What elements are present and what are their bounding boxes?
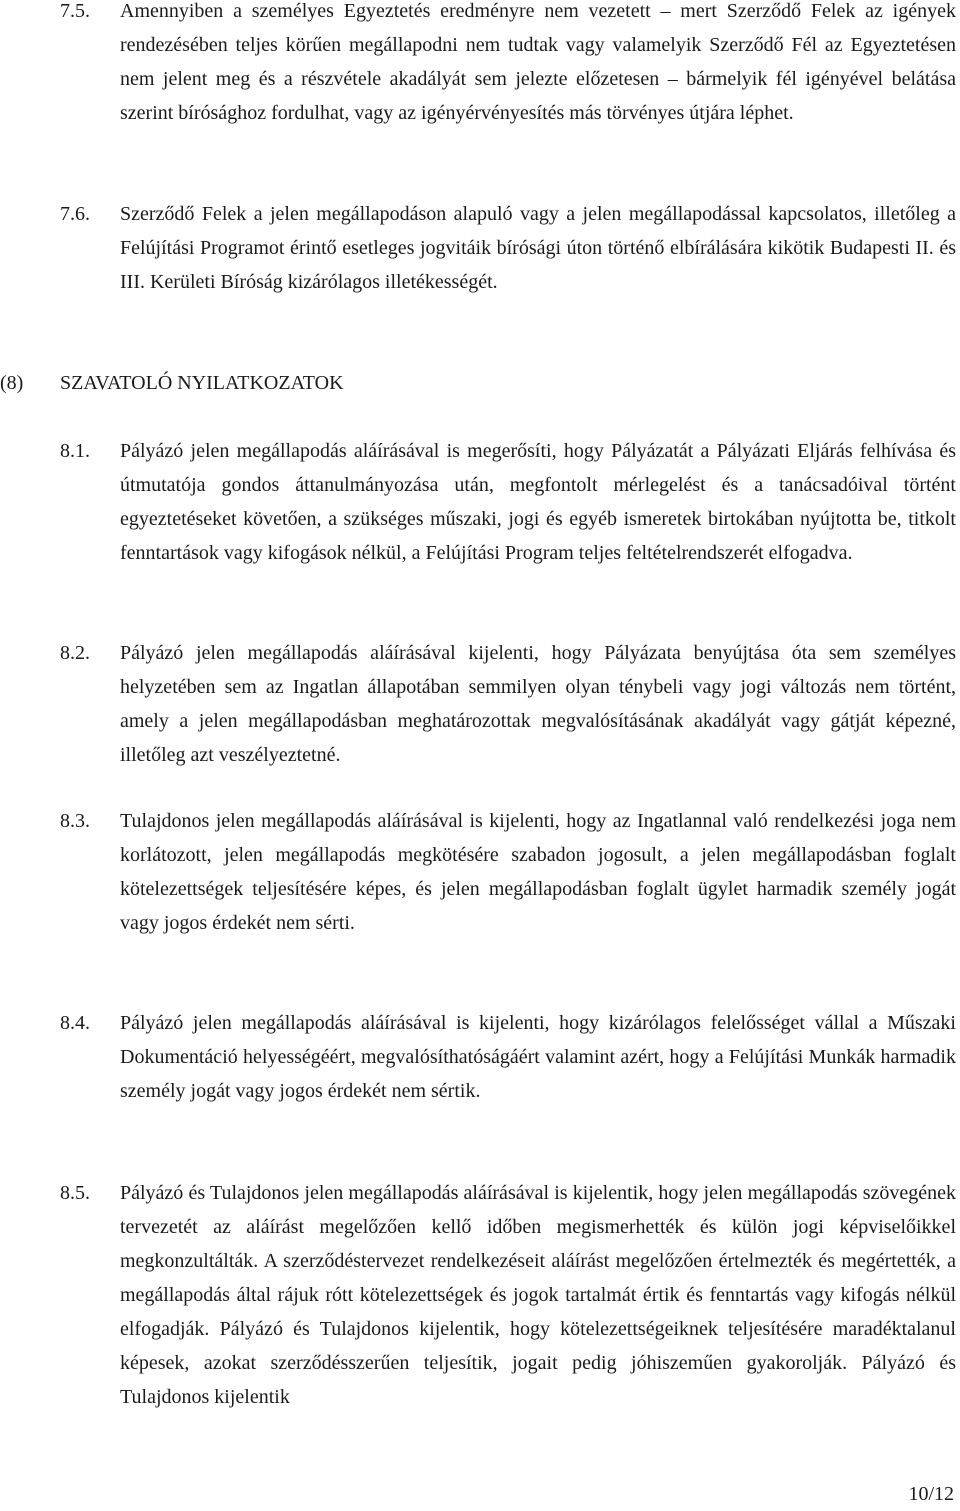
- clause-text: Pályázó és Tulajdonos jelen megállapodás aláírásával is kijelentik, hogy jelen megállapodás szövegének tervezetét az aláírást megelőzően kellő időben megismerhették és külön jogi képviselőikkel megkonzultálták. A szerződéstervezet rendelkezéseit aláírást megelőzően értelmezték és megértették, a megállapodás által rájuk rótt kötelezettségek és jogok tartalmát értik és fenntartás vagy kifogás nélkül elfogadják. Pályázó és Tulajdonos kijelentik, hogy kötelezettségeiknek teljesítésére maradéktalanul képesek, azokat szerződésszerűen teljesítik, jogait pedig jóhiszeműen gyakorolják. Pályázó és Tulajdonos kijelentik: [120, 1182, 956, 1408]
- clause-8-3: [0, 804, 958, 940]
- clause-number: 8.1.: [60, 440, 90, 462]
- clause-number: 7.5.: [60, 0, 90, 22]
- clause-8-2: [0, 636, 958, 772]
- section-title: SZAVATOLÓ NYILATKOZATOK: [60, 372, 344, 394]
- section-number: (8): [0, 372, 24, 394]
- clause-number: 8.3.: [60, 810, 90, 832]
- clause-7-6: [0, 197, 958, 299]
- clause-8-1: [0, 434, 958, 570]
- clause-text: Pályázó jelen megállapodás aláírásával kijelenti, hogy Pályázata benyújtása óta sem személyes helyzetében sem az Ingatlan állapotában semmilyen olyan ténybeli vagy jogi változás nem történt, amely a jelen megállapodásban meghatározottak megvalósításának akadályát vagy gátját képezné, illetőleg azt veszélyeztetné.: [120, 642, 956, 766]
- clause-text: Pályázó jelen megállapodás aláírásával is megerősíti, hogy Pályázatát a Pályázati Eljárás felhívása és útmutatója gondos áttanulmányozása után, megfontolt mérlegelést és a tanácsadóival történt egyeztetéseket követően, a szükséges műszaki, jogi és egyéb ismeretek birtokában nyújtotta be, titkolt fenntartások vagy kifogások nélkül, a Felújítási Program teljes feltételrendszerét elfogadva.: [120, 440, 956, 564]
- clause-number: 8.2.: [60, 642, 90, 664]
- clause-text: Tulajdonos jelen megállapodás aláírásával is kijelenti, hogy az Ingatlannal való rendelkezési joga nem korlátozott, jelen megállapodás megkötésére szabadon jogosult, a jelen megállapodásban foglalt kötelezettségek teljesítésére képes, és jelen megállapodásban foglalt ügylet harmadik személy jogát vagy jogos érdekét nem sérti.: [120, 810, 956, 934]
- clause-text: Szerződő Felek a jelen megállapodáson alapuló vagy a jelen megállapodással kapcsolatos, illetőleg a Felújítási Programot érintő esetleges jogvitáik bírósági úton történő elbírálására kikötik Budapesti II. és III. Kerületi Bíróság kizárólagos illetékességét.: [120, 203, 956, 293]
- page-number: 10/12: [908, 1483, 954, 1505]
- clause-8-5: [0, 1176, 958, 1414]
- clause-text: Amennyiben a személyes Egyeztetés eredményre nem vezetett – mert Szerződő Felek az igények rendezésében teljes körűen megállapodni nem tudtak vagy valamelyik Szerződő Fél az Egyeztetésen nem jelent meg és a részvétele akadályát sem jelezte előzetesen – bármelyik fél igényével belátása szerint bírósághoz fordulhat, vagy az igényérvényesítés más törvényes útjára léphet.: [120, 0, 956, 124]
- clause-8-4: [0, 1006, 958, 1108]
- clause-number: 8.4.: [60, 1012, 90, 1034]
- clause-text: Pályázó jelen megállapodás aláírásával is kijelenti, hogy kizárólagos felelősséget vállal a Műszaki Dokumentáció helyességéért, megvalósíthatóságáért valamint azért, hogy a Felújítási Munkák harmadik személy jogát vagy jogos érdekét nem sértik.: [120, 1012, 956, 1102]
- clause-number: 7.6.: [60, 203, 90, 225]
- clause-number: 8.5.: [60, 1182, 90, 1204]
- clause-7-5: [0, 0, 958, 130]
